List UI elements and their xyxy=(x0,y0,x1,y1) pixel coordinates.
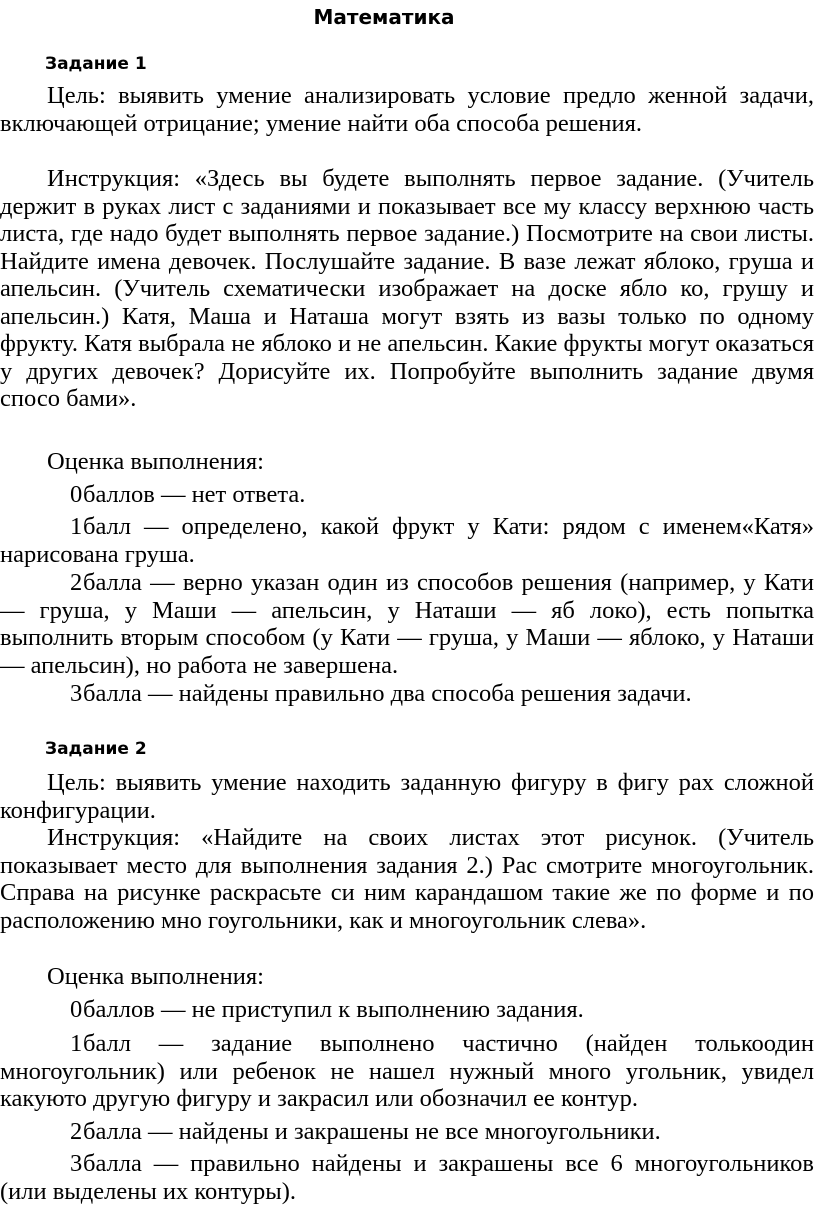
score-text: балла — правильно найдены и закрашены все 6 многоугольников (или выделены их контуры). xyxy=(0,1150,814,1205)
task2-assessment-label: Оценка выполнения: xyxy=(47,963,264,990)
task2-score-3 xyxy=(0,1150,814,1205)
task2-goal: Цель: выявить умение находить заданную фигуру в фигу рах сложной конфигурации. xyxy=(0,769,814,824)
score-text: балла — верно указан один из способов решения (например, у Кати — груша, у Маши — апельсин, у Наташи — яб локо), есть попытка выполнить вторым способом (у Кати — груша, у Маши — яблоко, у Наташи — апельсин), но работа не завершена. xyxy=(0,569,814,679)
score-text: балла — найдены правильно два способа решения задачи. xyxy=(83,680,692,707)
task1-heading: Задание 1 xyxy=(45,54,147,74)
score-text: балла — найдены и закрашены не все многоугольники. xyxy=(83,1118,661,1145)
task1-score-1 xyxy=(0,513,814,568)
score-text: баллов — не приступил к выполнению задания. xyxy=(83,996,584,1023)
score-text: баллов — нет ответа. xyxy=(83,481,306,508)
score-points: 1 xyxy=(70,1030,83,1057)
score-points: 0 xyxy=(70,481,83,508)
task2-heading: Задание 2 xyxy=(45,739,147,759)
score-points: 3 xyxy=(70,680,83,707)
score-points: 2 xyxy=(70,569,83,596)
score-points: 1 xyxy=(70,513,83,540)
task2-instruction: Инструкция: «Найдите на своих листах этот рисунок. (Учитель показывает место для выполнения задания 2.) Рас смотрите многоугольник. Справа на рисунке раскрасьте си ним карандашом такие же по форме и по расположению мно гоугольники, как и многоугольник слева». xyxy=(0,824,814,934)
task1-assessment-label: Оценка выполнения: xyxy=(47,448,264,475)
task1-score-3 xyxy=(0,680,814,708)
task1-score-2 xyxy=(0,569,814,679)
task2-score-2 xyxy=(0,1118,814,1146)
score-points: 3 xyxy=(70,1150,83,1177)
task2-score-0 xyxy=(0,996,814,1024)
task1-goal: Цель: выявить умение анализировать условие предло женной задачи, включающей отрицание; умение найти оба способа решения. xyxy=(0,82,814,137)
task1-score-0 xyxy=(0,481,814,509)
score-text: балл — задание выполнено частично (найден толькоодин многоугольник) или ребенок не нашел нужный много угольник, увидел какуюто другую фигуру и закрасил или обозначил ее контур. xyxy=(0,1030,814,1112)
document-title: Математика xyxy=(313,5,455,29)
score-points: 2 xyxy=(70,1118,83,1145)
task1-instruction: Инструкция: «Здесь вы будете выполнять первое задание. (Учитель держит в руках лист с заданиями и показывает все му классу верхнюю часть листа, где надо будет выполнять первое задание.) Посмотрите на свои листы. Найдите имена девочек. Послушайте задание. В вазе лежат яблоко, груша и апельсин. (Учитель схематически изображает на доске ябло ко, грушу и апельсин.) Катя, Маша и Наташа могут взять из вазы только по одному фрукту. Катя выбрала не яблоко и не апельсин. Какие фрукты могут оказаться у других девочек? Дорисуйте их. Попробуйте выполнить задание двумя спосо бами». xyxy=(0,165,814,412)
score-points: 0 xyxy=(70,996,83,1023)
task2-score-1 xyxy=(0,1030,814,1113)
score-text: балл — определено, какой фрукт у Кати: рядом с именем«Катя» нарисована груша. xyxy=(0,513,814,568)
